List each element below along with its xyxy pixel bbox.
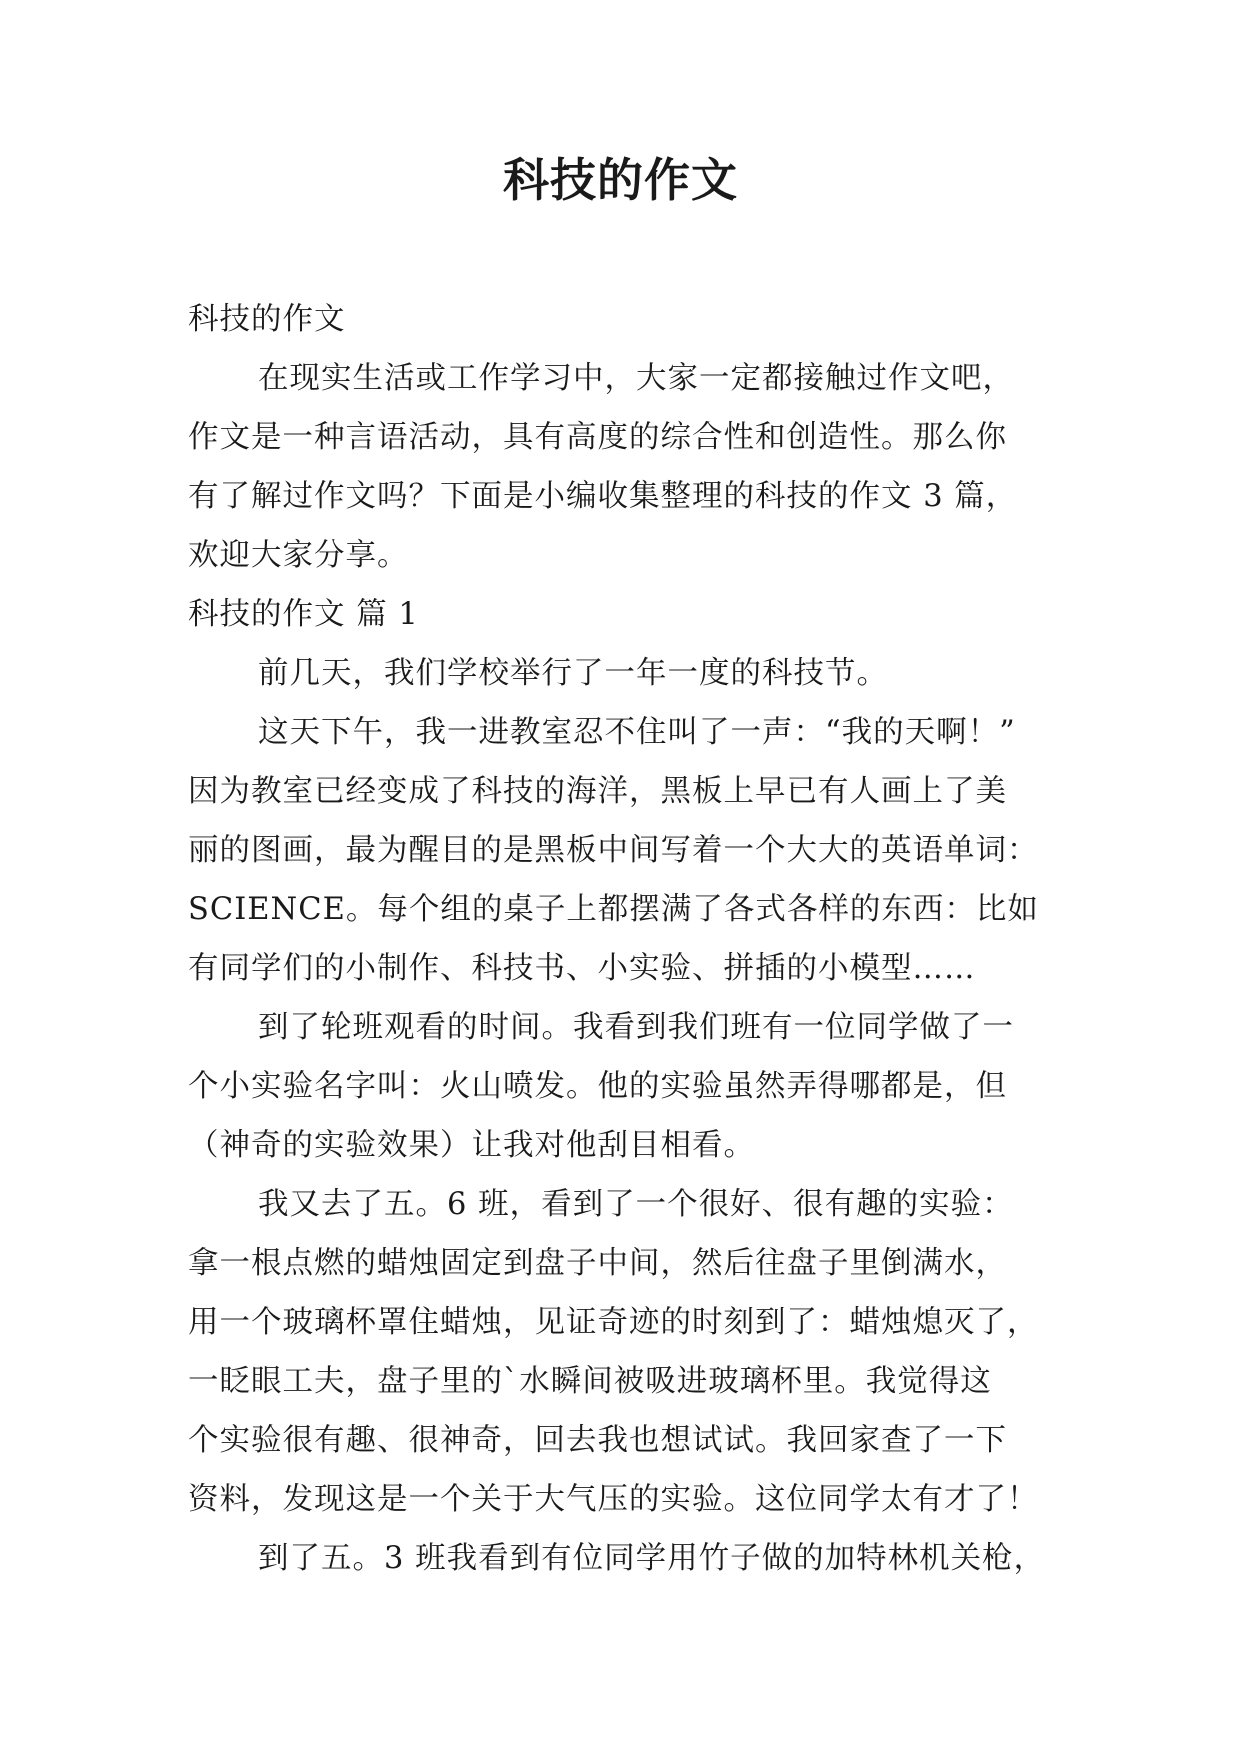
- text-line: 有同学们的小制作、科技书、小实验、拼插的小模型……: [188, 951, 976, 986]
- text-line: 丽的图画，最为醒目的是黑板中间写着一个大大的英语单词：: [188, 833, 1039, 868]
- text-line: 拿一根点燃的蜡烛固定到盘子中间，然后往盘子里倒满水，: [188, 1246, 1007, 1281]
- text-line: 这天下午，我一进教室忍不住叫了一声：“我的天啊！”: [258, 715, 1016, 750]
- text-line: 资料，发现这是一个关于大气压的实验。这位同学太有才了！: [188, 1482, 1039, 1517]
- document-body: [188, 290, 1068, 1588]
- text-line: 一眨眼工夫，盘子里的`水瞬间被吸进玻璃杯里。我觉得这: [188, 1364, 992, 1399]
- text-line: 因为教室已经变成了科技的海洋，黑板上早已有人画上了美: [188, 774, 1007, 809]
- text-line: 到了轮班观看的时间。我看到我们班有一位同学做了一: [258, 1010, 1014, 1045]
- text-line: 我又去了五。6 班，看到了一个很好、很有趣的实验：: [258, 1187, 1014, 1222]
- text-line: 用一个玻璃杯罩住蜡烛，见证奇迹的时刻到了：蜡烛熄灭了，: [188, 1305, 1039, 1340]
- section-heading: 科技的作文 篇 1: [188, 597, 419, 632]
- text-line: 个小实验名字叫：火山喷发。他的实验虽然弄得哪都是，但: [188, 1069, 1007, 1104]
- text-line: SCIENCE。每个组的桌子上都摆满了各式各样的东西：比如: [188, 892, 1039, 927]
- text-line: 欢迎大家分享。: [188, 538, 409, 573]
- text-line: 有了解过作文吗？下面是小编收集整理的科技的作文 3 篇，: [188, 479, 1018, 514]
- text-line: （神奇的实验效果）让我对他刮目相看。: [188, 1128, 755, 1163]
- text-line: 前几天，我们学校举行了一年一度的科技节。: [258, 656, 888, 691]
- text-line: 到了五。3 班我看到有位同学用竹子做的加特林机关枪，: [258, 1541, 1046, 1576]
- document-title: 科技的作文: [503, 153, 738, 207]
- text-line: 个实验很有趣、很神奇，回去我也想试试。我回家查了一下: [188, 1423, 1007, 1458]
- text-line: 在现实生活或工作学习中，大家一定都接触过作文吧，: [258, 361, 1014, 396]
- text-line: 作文是一种言语活动，具有高度的综合性和创造性。那么你: [188, 420, 1007, 455]
- text-line: 科技的作文: [188, 302, 346, 337]
